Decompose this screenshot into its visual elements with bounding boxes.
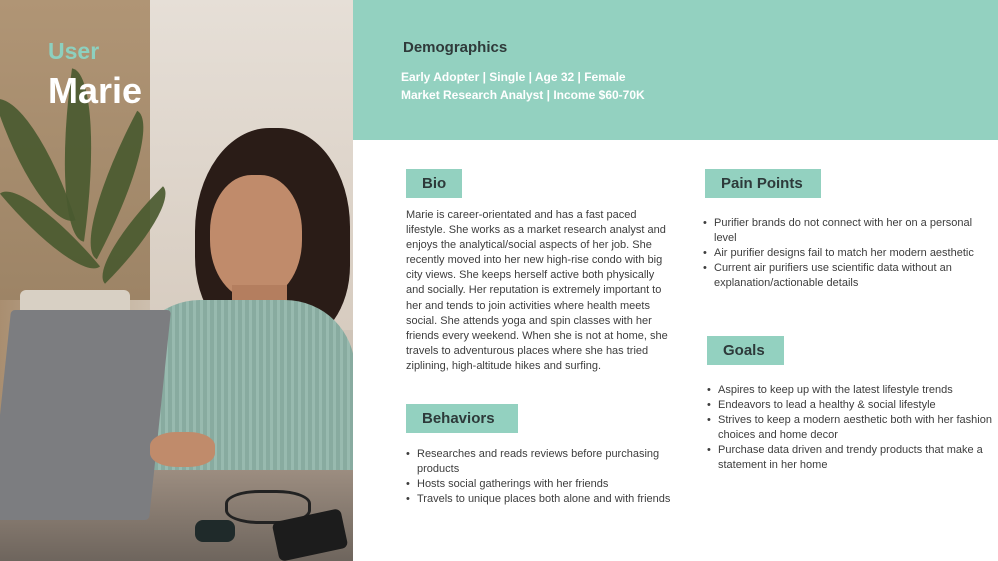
bio-heading: Bio [406,169,462,198]
list-item: • Purchase data driven and trendy products that make a statement in her home [718,443,994,473]
bio-text: Marie is career-orientated and has a fast paced lifestyle. She works as a market research analyst and enjoys the analytical/social aspects of her job. She recently moved into her new high-rise condo with big city views. She keeps herself active both physically and socially. Her reputation is extremely important to her and tends to join activities where health meets social. She attends yoga and spin classes with her friends every weekend. When she is not at home, she travels to adventurous places where she has tried ziplining, high-altitude hikes and surfing. [406,209,668,372]
person-face [210,175,302,300]
person-hand [150,432,215,467]
goals-list [706,383,994,474]
list-item: • Purifier brands do not connect with her on a personal level [714,216,992,246]
persona-label: User [48,38,100,64]
list-item: • Travels to unique places both alone and with friends [417,492,675,507]
goals-heading: Goals [707,336,784,365]
demographics-banner [353,0,998,140]
list-item: • Endeavors to lead a healthy & social lifestyle [718,398,994,413]
demographics-title: Demographics [403,39,508,56]
behaviors-heading: Behaviors [406,404,518,433]
persona-name: Marie [48,70,143,111]
list-item: • Aspires to keep up with the latest lifestyle trends [718,383,994,398]
list-item: • Air purifier designs fail to match her modern aesthetic [714,246,992,261]
list-item: • Researches and reads reviews before purchasing products [417,447,675,477]
pain-points-heading: Pain Points [705,169,821,198]
laptop [0,310,171,520]
list-item: • Strives to keep a modern aesthetic both with her fashion choices and home decor [718,413,994,443]
behaviors-list [405,447,675,507]
earbuds-case [195,520,235,542]
pain-points-list [702,216,992,291]
list-item: • Current air purifiers use scientific data without an explanation/actionable details [714,261,992,291]
demographics-line-2: Market Research Analyst | Income $60-70K [401,88,645,102]
demographics-line-1: Early Adopter | Single | Age 32 | Female [401,70,626,84]
list-item: • Hosts social gatherings with her friends [417,477,675,492]
